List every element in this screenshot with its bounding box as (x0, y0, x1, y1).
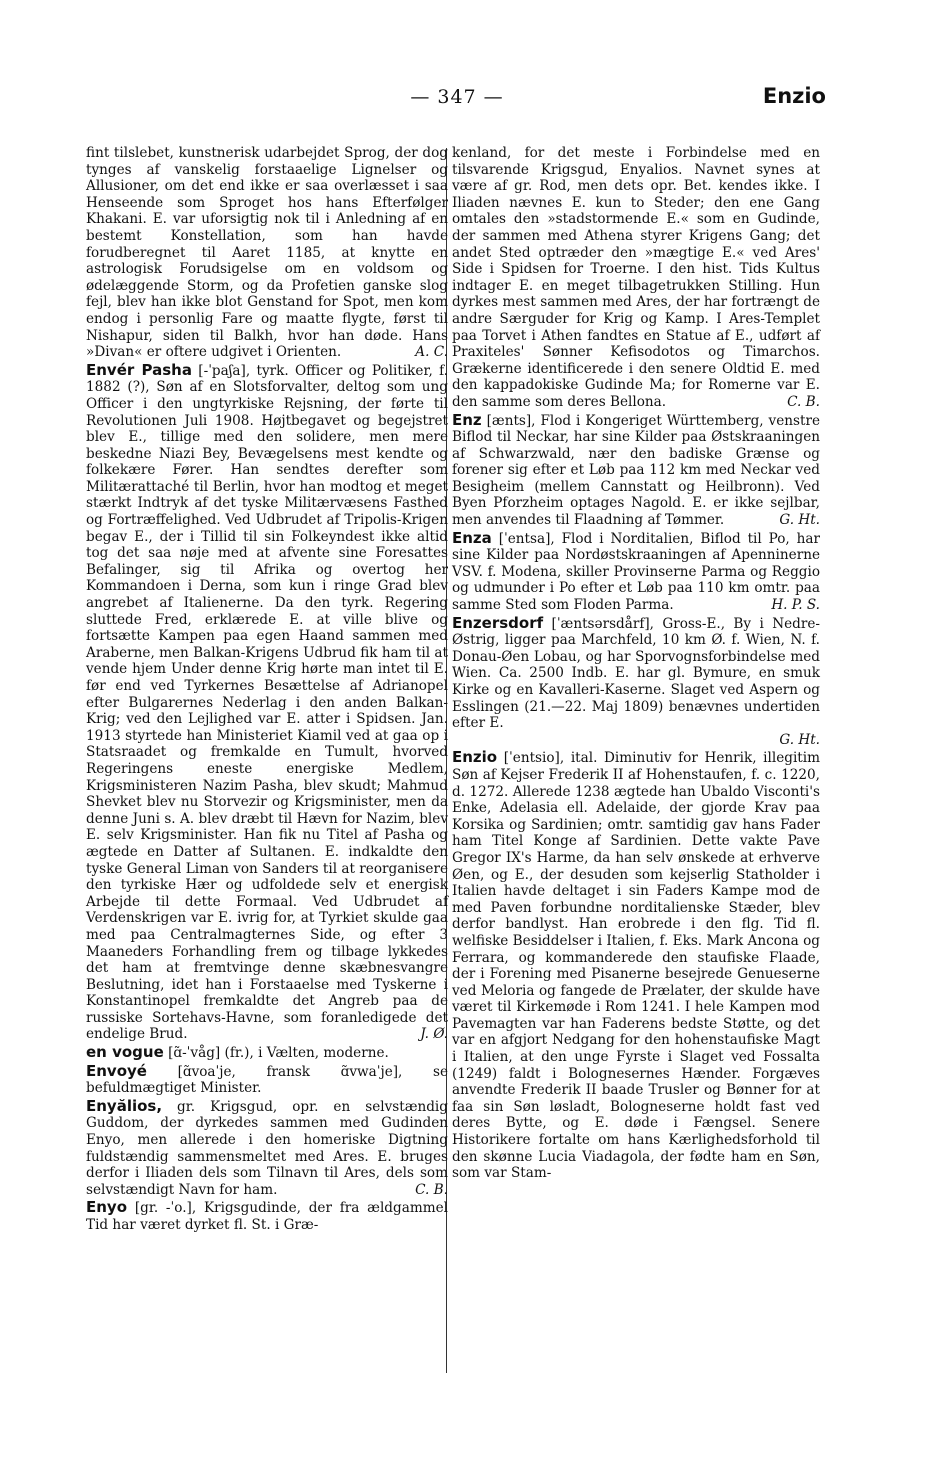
author-signature: C. B. (415, 1181, 448, 1198)
entry-headword: en vogue (86, 1043, 164, 1062)
entry-headword: Enzio (452, 748, 498, 767)
entry-enyo (86, 1199, 448, 1233)
entry-headword: Envér Pasha (86, 360, 192, 379)
entry-text: [-ˈpaʃa], tyrk. Officer og Politiker, f. 1882 (?), Søn af en Slotsforvalter, deltog som ung Officer i den ungtyrkiske Rejsning, der førte til Revolutionen Juli 1908. Højtbegavet og begejstret blev E., tillige med den solidere, men mere beskedne Niazi Bey, Bevægelsens mest kendte og folkekære Fører. Han sendtes derefter som Militærattaché til Berlin, hvor han modtog et meget stærkt Indtryk af det tyske Militærvæsens Fasthed og Fortræffelighed. Ved Udbrudet af Tripolis-Krigen begav E., der i Tillid til sin Folkeyndest ikke altid tog det saa nøje med at afvente sine Foresattes Befalinger, sig til Afrika og overtog her Kommandoen i Derna, som kun i ringe Grad blev angrebet af Italienerne. Da den tyrk. Regering sluttede Fred, erklærede E. at ville blive og fortsætte Kampen paa egen Haand sammen med Araberne, men Balkan-Krigens Udbrud fik ham til at vende hjem Under denne Krig hørte man intet til E. før end ved Tyrkernes Besættelse af Adrianopel efter Bulgarernes Nederlag i den anden Balkan-Krig; ved den Lejlighed var E. atter i Spidsen. Jan. 1913 styrtede han Ministeriet Kiamil ved at gaa op i Statsraadet og fremkalde en Tumult, hvorved Regeringens eneste energiske Medlem, Krigsministeren Nazim Pasha, blev skudt; Mahmud Shevket blev nu Storvezir og Krigsminister, men da denne Juni s. A. blev dræbt til Hævn for Nazim, blev E. selv Krigsminister. Han fik nu Titel af Pasha og ægtede en Datter af Sultanen. E. indkaldte den tyske General Liman von Sanders til at reorganisere den tyrkiske Hær og udfoldede selv et energisk Arbejde til dette Formaal. Ved Udbrudet af Verdenskrigen var E. ivrig for, at Tyrkiet skulde gaa med paa Centralmagternes Side, og efter 3 Maaneders Forhandling frem og tilbage lykkedes det ham at fremtvinge denne skæbnesvangre Beslutning, idet han i Forstaaelse med Tyskerne i Konstantinopel fremkaldte det Angreb paa de russiske Sortehavs-Havne, som foranledigede det endelige Brud. (86, 362, 448, 1043)
author-signature: G. Ht. (779, 512, 820, 529)
entry-enza (452, 530, 820, 614)
entry-text: [ˈentsio], ital. Diminutiv for Henrik, illegitim Søn af Kejser Frederik II af Hohenstaufen, f. c. 1220, d. 1272. Allerede 1238 ægtede han Ubaldo Visconti's Enke, Adelasia ell. Adelaide, der gjorde Krav paa Korsika og Sardinien; omtr. samtidig gav hans Fader ham Titel Konge af Sardinien. Dette vakte Pave Gregor IX's Harme, da han selv ønskede at erhverve Øen, og E., der desuden som kejserlig Statholder i Italien havde deltaget i sin Faders Kampe mod de med Paven forbundne norditalienske Stæder, blev derfor bandlyst. Han erobrede i den flg. Tid fl. welfiske Besiddelser i Italien, f. Eks. Mark Ancona og Ferrara, og kommanderede den staufiske Flaade, der i Forening med Pisanerne besejrede Genueserne ved Meloria og fangede de Prælater, der skulde have været til Kirkemøde i Rom 1241. I hele Kampen mod Pavemagten var han Faderens bedste Støtte, og det var en afgjort Nedgang for den hohenstaufiske Magt i Italien, at den unge Fyrste i Slaget ved Fossalta (1249) faldt i Bolognesernes Hænder. Forgæves anvendte Frederik II baade Trusler og Bønner for at faa sin Søn løsladt, Bologneserne holdt fast ved deres Bytte, og E. døde i Fængsel. Senere Historikere fortalte om hans Kærlighedsforhold til den skønne Lucia Viadagola, der fødte ham en Søn, som var Stam- (452, 750, 821, 1182)
author-signature: H. P. S. (771, 597, 820, 614)
entry-en-vogue (86, 1044, 448, 1062)
entry-enzersdorf (452, 615, 820, 749)
running-head: Enzio (762, 84, 826, 108)
entry-text: [ænts], Flod i Kongeriget Württemberg, venstre Biflod til Neckar, har sine Kilder paa Østskraaningen af Schwarzwald, nær den badiske Grænse og forener sig efter et Løb paa 112 km med Neckar ved Besigheim (mellem Cannstatt og Heilbronn). Ved Byen Pforzheim optages Nagold. E. er ikke sejlbar, men anvendes til Flaadning af Tømmer. (452, 412, 821, 529)
page-number: — 347 — (410, 86, 504, 108)
entry-headword: Enz (452, 410, 482, 429)
author-signature: J. Ø. (420, 1026, 448, 1043)
entry-text: gr. Krigsgud, opr. en selvstændig Guddom, der dyrkedes sammen med Gudinden Enyo, men allerede i den homeriske Digtning fuldstændig sammensmeltet med Ares. E. bruges derfor i Iliaden dels som Tilnavn til Ares, dels som selvstændigt Navn for ham. (86, 1098, 448, 1198)
entry-headword: Enyălios, (86, 1096, 163, 1115)
entry-envoye (86, 1063, 448, 1097)
continued-entry-text: kenland, for det meste i Forbindelse med en tilsvarende Krigsgud, Enyalios. Navnet synes at være af gr. Rod, men dets opr. Bet. kendes ikke. I Iliaden nævnes E. kun to Steder; den ene Gang omtales den »stadstormende E.« som en Gudinde, der sammen med Athena styrer Krigens Gang; det andet Sted optræder den »mægtige E.« ved Ares' Side i Spidsen for Troerne. I den hist. Tids Kultus indtager E. en meget tilbagetrukken Stilling. Hun dyrkes mest sammen med Ares, der har fortrængt de andre Særguder for Krig og Kamp. I Ares-Templet paa Torvet i Athen fandtes en Statue af E., udført af Praxiteles' Sønner Kefisodotos og Timarchos. Grækerne identificerede i den senere Oldtid E. med den kappadokiske Gudinde Ma; for Romerne var E. den samme som deres Bellona. C. B. (452, 145, 820, 410)
author-signature: C. B. (787, 393, 820, 410)
entry-text: [ˈæntsərsdårf], Gross-E., By i Nedre-Østrig, ligger paa Marchfeld, 10 km Ø. f. Wien, N. f. Donau-Øen Lobau, og har Sporvognsforbindelse med Wien. Ca. 2500 Indb. E. har gl. Bymure, en smuk Kirke og en Kavalleri-Kaserne. Slaget ved Aspern og Esslingen (21.—22. Maj 1809) benævnes undertiden efter E. (452, 615, 820, 732)
entry-headword: Enza (452, 528, 492, 547)
author-signature: G. Ht. (779, 731, 820, 748)
entry-text: [gr. -ˈo.], Krigsgudinde, der fra ældgammel Tid har været dyrket fl. St. i Græ- (86, 1200, 448, 1233)
entry-enver-pasha (86, 362, 448, 1043)
entry-headword: Enyo (86, 1198, 128, 1217)
continued-entry-text: fint tilslebet, kunstnerisk udarbejdet Sprog, der dog tynges af vanskelig forstaaelige Lignelser og Allusioner, om det end ikke er saa overlæsset i saa Henseende som Sproget hos hans Efterfølger Khakani. E. var uforsigtig nok til i Anledning af en bestemt Konstellation, som han havde forudberegnet til Aaret 1185, at knytte en astrologisk Forudsigelse om en voldsom og ødelæggende Storm, og da Profetien ganske slog fejl, blev han ikke blot Genstand for Spot, men kom endog i personlig Fare og maatte flygte, først til Nishapur, siden til Balkh, hvor han døde. Hans »Divan« er oftere udgivet i Orienten. A. C. (86, 145, 448, 361)
entry-text: [ˈentsa], Flod i Norditalien, Biflod til Po, har sine Kilder paa Nordøstskraaningen af Apenninerne VSV. f. Modena, skiller Provinserne Parma og Reggio og udmunder i Po efter et Løb paa 110 km omtr. paa samme Sted som Floden Parma. (452, 530, 821, 614)
entry-headword: Envoyé (86, 1061, 147, 1080)
author-signature: A. C. (415, 344, 448, 361)
right-column (452, 145, 820, 1182)
entry-enz (452, 412, 820, 529)
page-header (88, 86, 826, 126)
entry-text: [ɑ̃-ˈvåg] (fr.), i Vælten, moderne. (168, 1045, 389, 1062)
entry-enzio (452, 749, 820, 1181)
entry-text: [ɑ̃voaˈje, fransk ɑ̃vwaˈje], se befuldmægtiget Minister. (86, 1063, 448, 1097)
entry-enyalios (86, 1098, 448, 1199)
left-column (86, 145, 448, 1234)
entry-headword: Enzersdorf (452, 613, 544, 632)
